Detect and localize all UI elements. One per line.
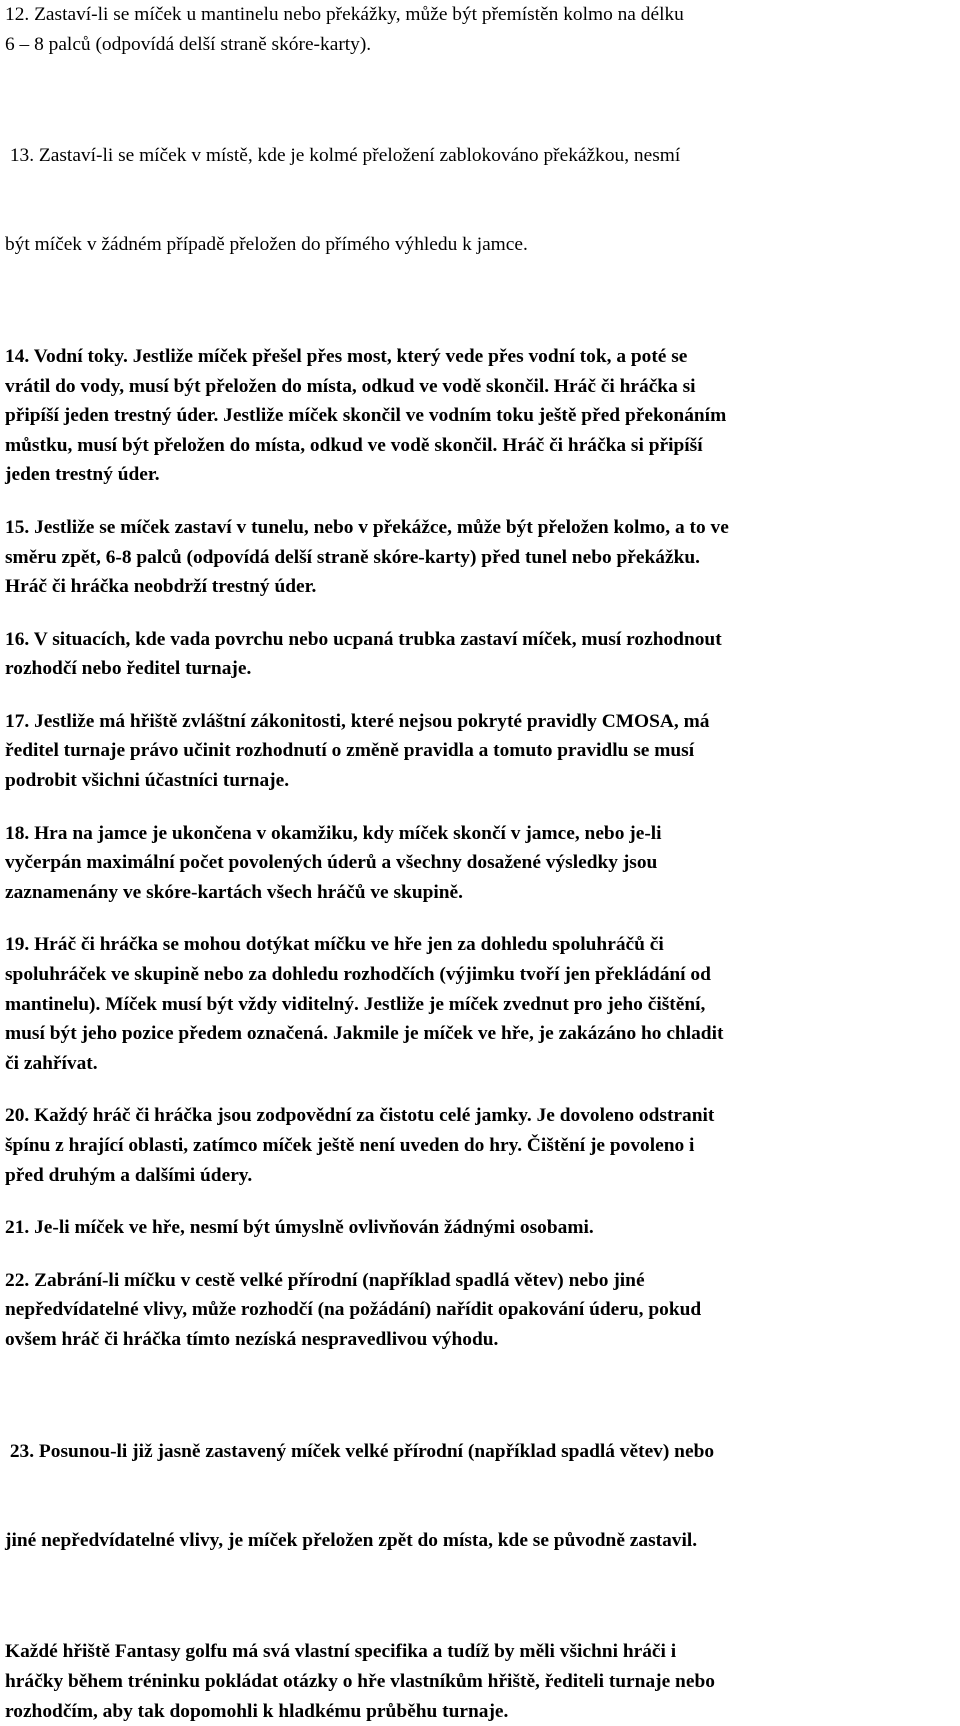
text-line: vrátil do vody, musí být přeložen do místa, odkud ve vodě skončil. Hráč či hráčka si [5,372,955,402]
text-line: být míček v žádném případě přeložen do přímého výhledu k jamce. [5,230,955,260]
text-line: můstku, musí být přeložen do místa, odkud ve vodě skončil. Hráč či hráčka si připíší [5,431,955,461]
text-line: 15. Jestliže se míček zastaví v tunelu, nebo v překážce, může být přeložen kolmo, a to ve [5,513,955,543]
rule-19 [5,930,955,1078]
text-line: hráčky během tréninku pokládat otázky o hře vlastníkům hřiště, řediteli turnaje nebo [5,1667,955,1697]
text-line: mantinelu). Míček musí být vždy viditelný. Jestliže je míček zvednut pro jeho čištění, [5,990,955,1020]
text-line: 17. Jestliže má hřiště zvláštní zákonitosti, které nejsou pokryté pravidly CMOSA, má [5,707,955,737]
text-line: 20. Každý hráč či hráčka jsou zodpovědní za čistotu celé jamky. Je dovoleno odstranit [5,1101,955,1131]
rule-22 [5,1266,955,1355]
text-line: ředitel turnaje právo učinit rozhodnutí o změně pravidla a tomuto pravidlu se musí [5,736,955,766]
text-line: ovšem hráč či hráčka tímto nezíská nespravedlivou výhodu. [5,1325,955,1355]
text-line: jiné nepředvídatelné vlivy, je míček přeložen zpět do místa, kde se původně zastavil. [5,1526,955,1556]
closing-paragraph [5,1637,955,1726]
text-line: směru zpět, 6-8 palců (odpovídá delší straně skóre-karty) před tunel nebo překážku. [5,543,955,573]
text-line: musí být jeho pozice předem označená. Jakmile je míček ve hře, je zakázáno ho chladit [5,1019,955,1049]
text-line: 19. Hráč či hráčka se mohou dotýkat míčku ve hře jen za dohledu spoluhráčů či [5,930,955,960]
text-line: 14. Vodní toky. Jestliže míček přešel přes most, který vede přes vodní tok, a poté se [5,342,955,372]
text-line: spoluhráček ve skupině nebo za dohledu rozhodčích (výjimku tvoří jen překládání od [5,960,955,990]
text-line: 18. Hra na jamce je ukončena v okamžiku, kdy míček skončí v jamce, nebo je-li [5,819,955,849]
rule-18 [5,819,955,908]
text-line: nepředvídatelné vlivy, může rozhodčí (na požádání) nařídit opakování úderu, pokud [5,1295,955,1325]
text-line: vyčerpán maximální počet povolených úderů a všechny dosažené výsledky jsou [5,848,955,878]
rule-21 [5,1213,955,1243]
document-page [5,0,955,1726]
text-line: před druhým a dalšími údery. [5,1161,955,1191]
text-line: Každé hřiště Fantasy golfu má svá vlastní specifika a tudíž by měli všichni hráči i [5,1637,955,1667]
text-line: zaznamenány ve skóre-kartách všech hráčů ve skupině. [5,878,955,908]
rule-23 [5,1378,955,1615]
rule-17 [5,707,955,796]
text-line: 21. Je-li míček ve hře, nesmí být úmyslně ovlivňován žádnými osobami. [5,1213,955,1243]
text-line: 13. Zastaví-li se míček v místě, kde je kolmé přeložení zablokováno překážkou, nesmí [5,141,955,171]
text-line: rozhodčí nebo ředitel turnaje. [5,654,955,684]
rule-15 [5,513,955,602]
text-line: 16. V situacích, kde vada povrchu nebo ucpaná trubka zastaví míček, musí rozhodnout [5,625,955,655]
text-line: jeden trestný úder. [5,460,955,490]
text-line: podrobit všichni účastníci turnaje. [5,766,955,796]
text-line: Hráč či hráčka neobdrží trestný úder. [5,572,955,602]
text-line: 12. Zastaví-li se míček u mantinelu nebo překážky, může být přemístěn kolmo na délku [5,0,955,30]
text-line: rozhodčím, aby tak dopomohli k hladkému průběhu turnaje. [5,1697,955,1726]
rule-14 [5,342,955,490]
text-line: připíší jeden trestný úder. Jestliže míček skončil ve vodním toku ještě před překonáním [5,401,955,431]
text-line: 6 – 8 palců (odpovídá delší straně skóre-karty). [5,30,955,60]
rule-16 [5,625,955,684]
text-line: 22. Zabrání-li míčku v cestě velké přírodní (například spadlá větev) nebo jiné [5,1266,955,1296]
text-line: či zahřívat. [5,1049,955,1079]
text-line: špínu z hrající oblasti, zatímco míček ještě není uveden do hry. Čištění je povoleno i [5,1131,955,1161]
text-line: 23. Posunou-li již jasně zastavený míček velké přírodní (například spadlá větev) nebo [5,1437,955,1467]
rule-12 [5,0,955,59]
rule-20 [5,1101,955,1190]
rule-13 [5,82,955,319]
